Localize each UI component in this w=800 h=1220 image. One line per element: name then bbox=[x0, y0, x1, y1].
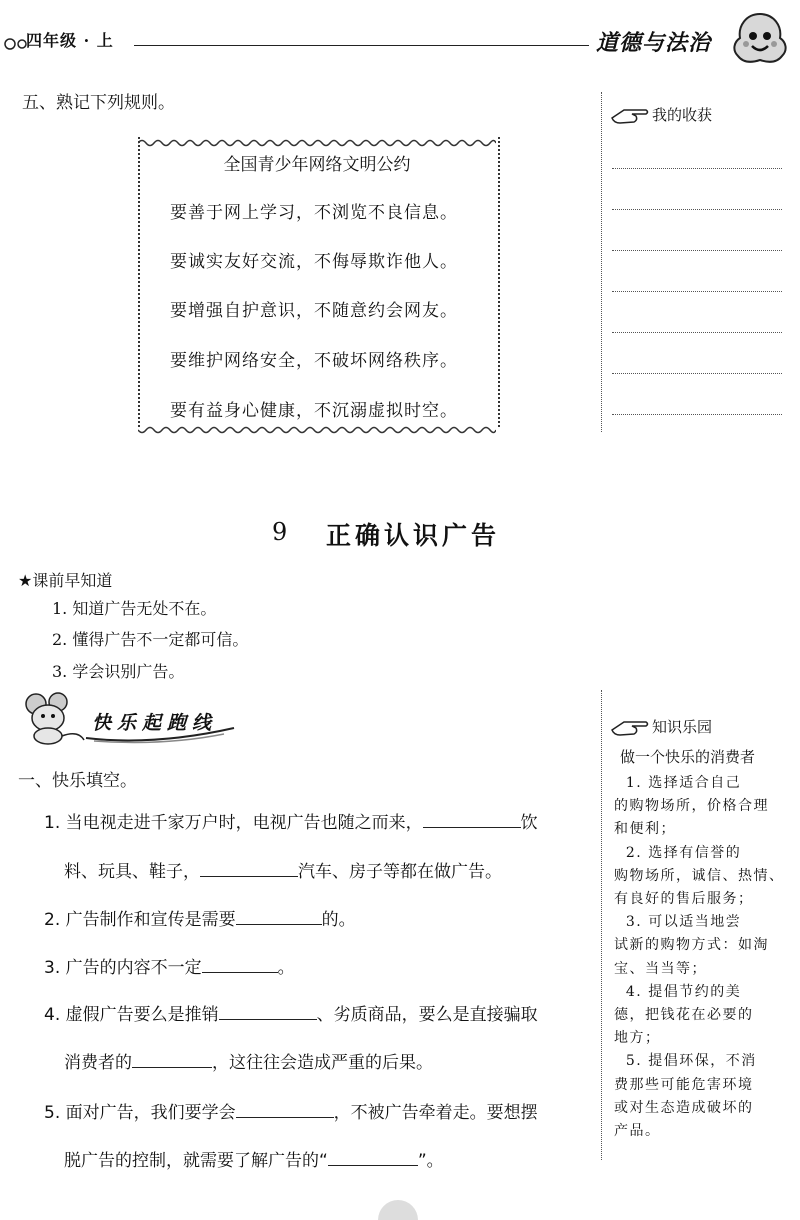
knowledge-line: 或对生态造成破坏的 bbox=[614, 1099, 754, 1116]
mouse-mascot-icon bbox=[18, 690, 90, 746]
harvest-writing-line[interactable] bbox=[612, 414, 782, 415]
answer-blank[interactable] bbox=[132, 1051, 212, 1068]
side-divider bbox=[601, 690, 602, 1160]
question-text: 料、玩具、鞋子， bbox=[64, 862, 200, 882]
question-text: 的。 bbox=[321, 910, 356, 930]
answer-blank[interactable] bbox=[200, 860, 298, 877]
question-text: 1. 当电视走进千家万户时，电视广告也随之而来， bbox=[44, 813, 423, 833]
pointing-hand-icon bbox=[610, 716, 650, 742]
grade-label: 四年级 · 上 bbox=[26, 31, 114, 50]
question-text: 、劣质商品，要么是直接骗取 bbox=[316, 1005, 538, 1025]
knowledge-line: 的购物场所，价格合理 bbox=[614, 798, 769, 815]
rule-box bbox=[138, 137, 500, 427]
lesson-number: 9 bbox=[272, 518, 288, 546]
question-2 bbox=[44, 905, 356, 930]
question-text: 。 bbox=[277, 958, 295, 978]
lesson-title: 正确认识广告 bbox=[326, 521, 501, 550]
knowledge-line: 费那些可能危害环境 bbox=[614, 1076, 754, 1093]
question-text: ，不被广告牵着走。要想摆 bbox=[333, 1103, 538, 1123]
answer-blank[interactable] bbox=[219, 1003, 317, 1020]
harvest-writing-line[interactable] bbox=[612, 373, 782, 374]
knowledge-line: 德，把钱花在必要的 bbox=[614, 1007, 754, 1023]
rule-line: 要善于网上学习，不浏览不良信息。 bbox=[170, 203, 458, 223]
question-text: 3. 广告的内容不一定 bbox=[44, 958, 202, 978]
answer-blank[interactable] bbox=[236, 1101, 334, 1118]
section-five-title: 五、熟记下列规则。 bbox=[22, 93, 175, 113]
knowledge-line: 有良好的售后服务； bbox=[614, 891, 754, 907]
pre-knowledge-heading: ★课前早知道 bbox=[18, 571, 113, 590]
harvest-writing-line[interactable] bbox=[612, 291, 782, 292]
rule-line: 要诚实友好交流，不侮辱欺诈他人。 bbox=[170, 252, 458, 272]
side-divider bbox=[601, 92, 602, 432]
question-5-line-1 bbox=[44, 1098, 538, 1123]
question-1-line-2 bbox=[64, 857, 502, 882]
knowledge-line: 购物场所，诚信、热情、 bbox=[614, 867, 785, 884]
swoosh-decoration-icon bbox=[84, 724, 240, 744]
question-text: 2. 广告制作和宣传是需要 bbox=[44, 910, 236, 930]
harvest-writing-line[interactable] bbox=[612, 209, 782, 210]
page-number-tab bbox=[378, 1200, 418, 1220]
knowledge-line: 和便利； bbox=[614, 821, 676, 838]
question-text: ，这往往会造成严重的后果。 bbox=[212, 1053, 433, 1073]
knowledge-line: 1. 选择适合自己 bbox=[614, 775, 742, 791]
question-text: ”。 bbox=[417, 1151, 444, 1171]
answer-blank[interactable] bbox=[423, 811, 521, 828]
pre-knowledge-item: 3. 学会识别广告。 bbox=[52, 662, 185, 681]
question-4-line-2 bbox=[64, 1048, 433, 1073]
knowledge-title: 知识乐园 bbox=[652, 718, 713, 736]
knowledge-line: 产品。 bbox=[614, 1123, 661, 1139]
question-5-line-2 bbox=[64, 1146, 444, 1171]
question-text: 4. 虚假广告要么是推销 bbox=[44, 1005, 219, 1025]
knowledge-line: 宝、当当等； bbox=[614, 960, 707, 977]
question-text: 消费者的 bbox=[64, 1053, 132, 1073]
knowledge-line: 3. 可以适当地尝 bbox=[614, 914, 742, 931]
harvest-writing-line[interactable] bbox=[612, 250, 782, 251]
question-1-line-1 bbox=[44, 808, 538, 833]
header-rule bbox=[134, 45, 589, 46]
knowledge-line: 试新的购物方式：如淘 bbox=[614, 937, 769, 954]
question-4-line-1 bbox=[44, 1000, 538, 1025]
question-text: 汽车、房子等都在做广告。 bbox=[298, 862, 502, 882]
knowledge-subtitle: 做一个快乐的消费者 bbox=[620, 748, 756, 766]
answer-blank[interactable] bbox=[328, 1149, 418, 1166]
pre-knowledge-item: 1. 知道广告无处不在。 bbox=[52, 599, 217, 618]
rule-line: 要增强自护意识，不随意约会网友。 bbox=[170, 301, 458, 321]
question-3 bbox=[44, 953, 295, 978]
question-text: 脱广告的控制，就需要了解广告的“ bbox=[64, 1151, 328, 1171]
question-text: 5. 面对广告，我们要学会 bbox=[44, 1103, 236, 1123]
harvest-writing-line[interactable] bbox=[612, 168, 782, 169]
rule-line: 要有益身心健康，不沉溺虚拟时空。 bbox=[170, 401, 458, 421]
fill-blank-heading: 一、快乐填空。 bbox=[18, 771, 137, 791]
subject-title: 道德与法治 bbox=[596, 31, 712, 56]
question-text: 饮 bbox=[520, 813, 538, 833]
rule-box-bottom-border bbox=[138, 420, 496, 430]
harvest-title: 我的收获 bbox=[652, 106, 713, 124]
knowledge-line: 4. 提倡节约的美 bbox=[614, 983, 742, 1000]
knowledge-line: 2. 选择有信誉的 bbox=[614, 844, 742, 861]
answer-blank[interactable] bbox=[236, 908, 322, 925]
pointing-hand-icon bbox=[610, 104, 650, 130]
mascot-icon bbox=[728, 8, 792, 72]
harvest-writing-line[interactable] bbox=[612, 332, 782, 333]
rule-box-title: 全国青少年网络文明公约 bbox=[223, 155, 411, 175]
pre-knowledge-item: 2. 懂得广告不一定都可信。 bbox=[52, 630, 249, 649]
knowledge-line: 5. 提倡环保，不消 bbox=[614, 1053, 757, 1070]
knowledge-line: 地方； bbox=[614, 1030, 661, 1047]
rule-line: 要维护网络安全，不破坏网络秩序。 bbox=[170, 351, 458, 371]
happy-run-title: 快乐起跑线 bbox=[92, 712, 218, 734]
answer-blank[interactable] bbox=[202, 956, 278, 973]
